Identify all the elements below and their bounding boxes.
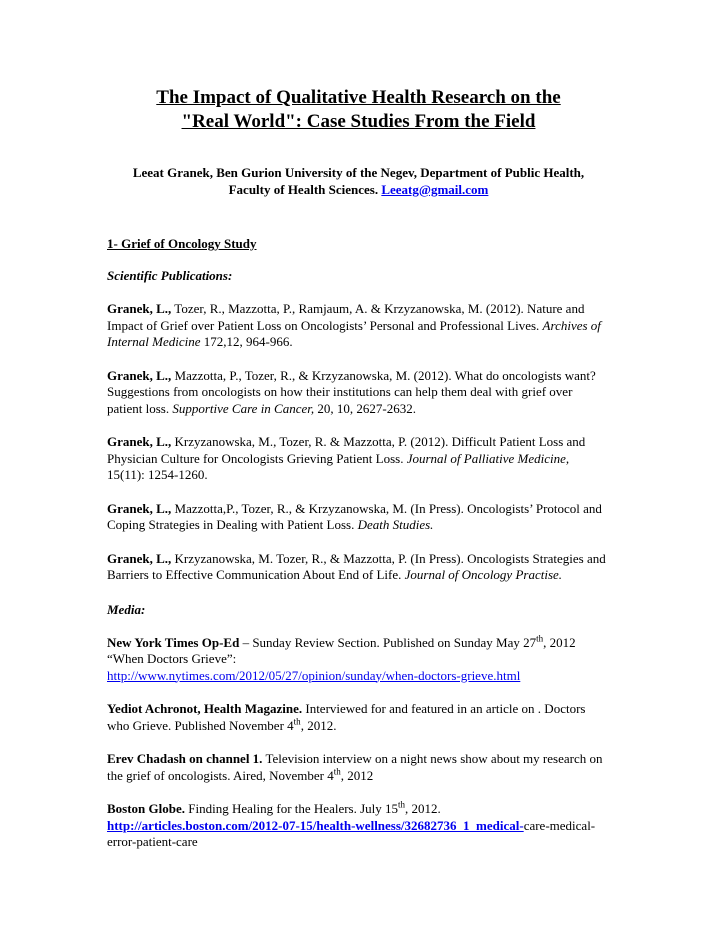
publication-text: Krzyzanowska, M., Tozer, R. & Mazzotta, P. (2012). Difficult Patient Loss and Physician Culture for Oncologists Grieving Patient Loss. [107,434,586,466]
media-text: , 2012. [405,801,441,816]
publication-author: Granek, L., [107,550,172,566]
publication-author: Granek, L., [107,434,172,449]
media-outlet: Boston Globe. [107,801,186,816]
media-entry-nyt [107,635,610,685]
nyt-article-link[interactable]: http://www.nytimes.com/2012/05/27/opinion/sunday/when-doctors-grieve.html [107,667,521,683]
publication-entry [107,301,610,351]
document-title [107,86,610,134]
media-text: Television interview on a night news show about my research on the grief of oncologists. Aired, November 4 [107,751,603,783]
publication-text: Mazzotta, P., Tozer, R., & Krzyzanowska, M. (2012). What do oncologists want? Suggestions from oncologists on how their institutions can help them deal with grief over patient loss. [107,367,596,416]
media-text: , 2012 “When Doctors Grieve”: [107,634,576,666]
publication-entry [107,368,610,418]
publication-journal: Archives of Internal Medicine [107,317,601,349]
publication-journal: Death Studies. [357,517,434,532]
boston-link-rest[interactable]: care-medical-error-patient-care [107,817,596,849]
ordinal-suffix: th [536,633,544,644]
publication-entry [107,434,610,484]
ordinal-suffix: th [398,799,406,810]
publication-journal: Journal of Oncology Practise. [404,567,563,582]
media-entry-yediot [107,701,610,734]
media-outlet: Yediot Achronot, Health Magazine. [107,701,303,716]
media-heading: Media: [107,601,146,617]
publication-journal: Journal of Palliative Medicine, [406,450,570,466]
boston-link-bold[interactable]: http://articles.boston.com/2012-07-15/health-wellness/32682736_1_medical- [107,817,524,833]
title-line-2: "Real World": Case Studies From the Field [181,111,536,132]
media-outlet: Erev Chadash on channel 1. [107,751,263,766]
publication-entry [107,551,610,584]
section-heading-grief-oncology: 1- Grief of Oncology Study [107,236,257,251]
publication-tail: 15(11): 1254-1260. [107,467,208,482]
publication-text: Mazzotta,P., Tozer, R., & Krzyzanowska, M. (In Press). Oncologists’ Protocol and Coping Strategies in Dealing with Patient Loss. [107,500,602,532]
publication-tail: 172,12, 964-966. [200,334,293,349]
publication-text: Tozer, R., Mazzotta, P., Ramjaum, A. & Krzyzanowska, M. (2012). Nature and Impact of Grief over Patient Loss on Oncologists’ Personal and Professional Lives. [107,301,585,333]
title-line-1: The Impact of Qualitative Health Research on the [156,87,561,108]
publication-tail: 20, 10, 2627-2632. [314,400,416,416]
media-text: Finding Healing for the Healers. July 15 [185,801,399,816]
media-text: Interviewed for and featured in an article on . Doctors who Grieve. Published November 4 [107,701,586,733]
media-entry-erev [107,751,610,784]
media-outlet: New York Times Op-Ed [107,634,240,650]
author-affiliation [107,164,610,198]
author-line-2: Faculty of Health Sciences. [228,182,379,197]
media-text: , 2012 [340,767,374,783]
publication-author: Granek, L., [107,367,172,383]
media-entry-boston [107,801,610,851]
ordinal-suffix: th [293,716,301,727]
author-email-link[interactable]: Leeatg@gmail.com [381,182,489,197]
publication-author: Granek, L., [107,301,172,316]
media-text: – Sunday Review Section. Published on Sunday May 27 [239,634,537,650]
publication-text: Krzyzanowska, M. Tozer, R., & Mazzotta, P. (In Press). Oncologists Strategies and Barriers to Effective Communication About End of Life. [107,550,606,582]
publication-author: Granek, L., [107,500,172,516]
publication-journal: Supportive Care in Cancer, [172,400,315,416]
media-text: , 2012. [300,717,337,733]
publications-heading: Scientific Publications: [107,268,233,283]
publication-entry [107,501,610,534]
boston-article-link[interactable] [107,818,595,850]
ordinal-suffix: th [333,766,341,777]
author-line-1: Leeat Granek, Ben Gurion University of the Negev, Department of Public Health, [132,165,585,180]
